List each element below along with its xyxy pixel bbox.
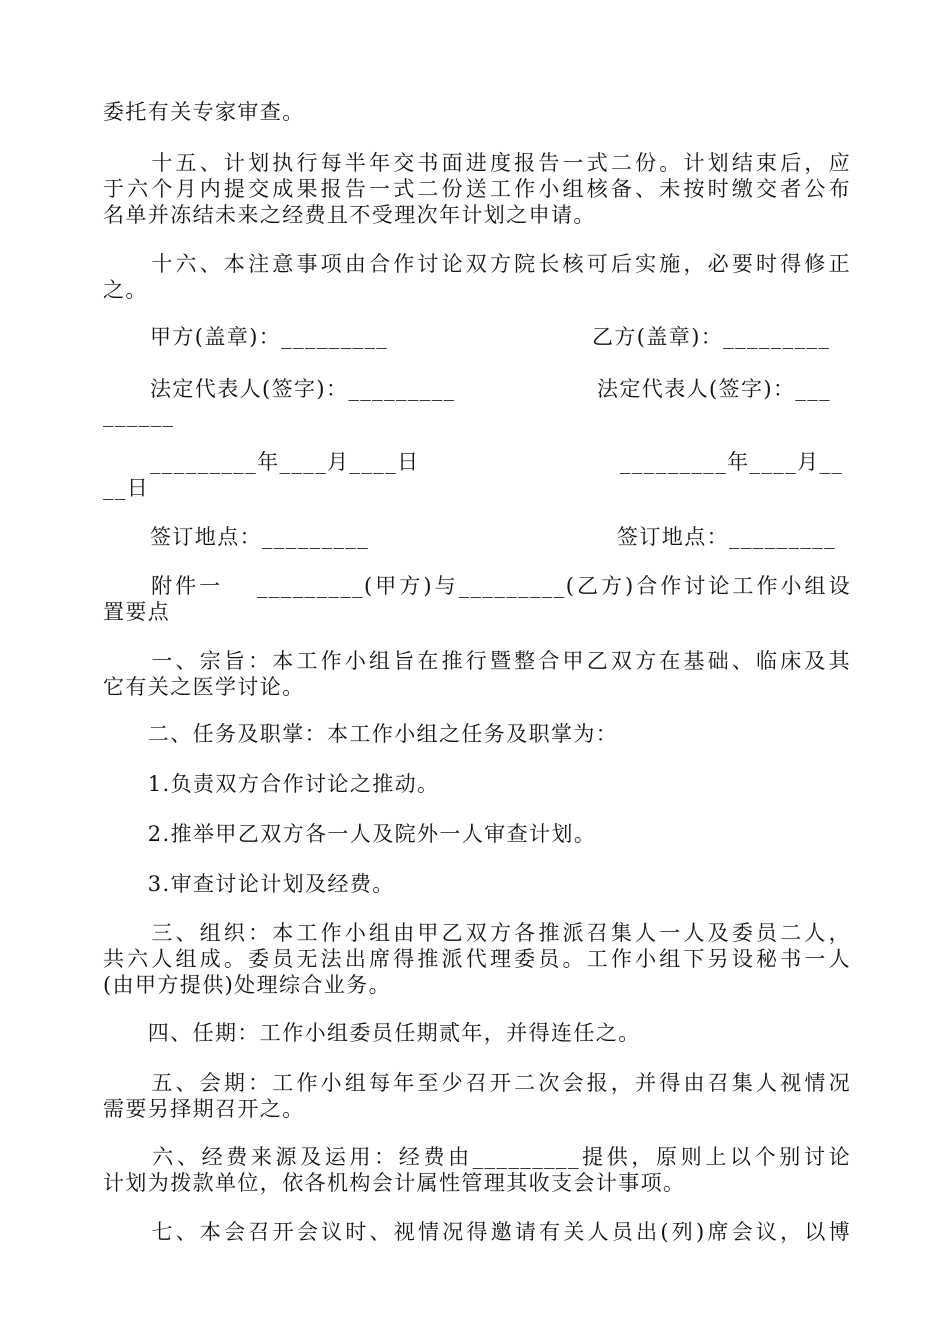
party-b-date-cont: __日 bbox=[103, 476, 150, 500]
clause-16-line-1: 十六、本注意事项由合作讨论双方院长核可后实施，必要时得修正 bbox=[103, 252, 851, 276]
annex-title-line-1: 附件一 _________(甲方)与_________(乙方)合作讨论工作小组设 bbox=[103, 574, 851, 598]
annex-section-3-line-1: 三、组织：本工作小组由甲乙双方各推派召集人一人及委员二人， bbox=[103, 921, 851, 945]
party-b-date: _________年____月__ bbox=[620, 450, 844, 474]
annex-section-7-line-1: 七、本会召开会议时、视情况得邀请有关人员出(列)席会议，以博 bbox=[103, 1220, 851, 1244]
party-b-representative-cont: ______ bbox=[103, 403, 175, 427]
annex-section-2-item-1: 1.负责双方合作讨论之推动。 bbox=[103, 772, 440, 796]
party-a-place: 签订地点：_________ bbox=[150, 525, 370, 549]
party-a-date: _________年____月____日 bbox=[150, 450, 420, 474]
party-b-place: 签订地点：_________ bbox=[617, 525, 837, 549]
clause-15-line-2: 于六个月内提交成果报告一式二份送工作小组核备、未按时缴交者公布 bbox=[103, 177, 851, 201]
annex-section-4: 四、任期：工作小组委员任期贰年，并得连任之。 bbox=[103, 1021, 641, 1045]
annex-section-6-line-1: 六、经费来源及运用：经费由_________提供，原则上以个别讨论 bbox=[103, 1145, 851, 1169]
annex-section-5-line-2: 需要另择期召开之。 bbox=[103, 1097, 305, 1121]
annex-section-1-line-1: 一、宗旨：本工作小组旨在推行暨整合甲乙双方在基础、临床及其 bbox=[103, 649, 851, 673]
annex-section-6-line-2: 计划为拨款单位，依各机构会计属性管理其收支会计事项。 bbox=[103, 1171, 686, 1195]
annex-section-1-line-2: 它有关之医学讨论。 bbox=[103, 675, 305, 699]
annex-section-5-line-1: 五、会期：工作小组每年至少召开二次会报，并得由召集人视情况 bbox=[103, 1071, 851, 1095]
clause-16-line-2: 之。 bbox=[103, 278, 148, 302]
annex-section-3-line-3: (由甲方提供)处理综合业务。 bbox=[103, 973, 391, 997]
clause-15-line-3: 名单并冻结未来之经费且不受理次年计划之申请。 bbox=[103, 203, 596, 227]
annex-section-3-line-2: 共六人组成。委员无法出席得推派代理委员。工作小组下另设秘书一人 bbox=[103, 947, 851, 971]
paragraph-continuation: 委托有关专家审查。 bbox=[103, 100, 305, 124]
party-b-seal: 乙方(盖章)：_________ bbox=[592, 325, 831, 349]
annex-section-2: 二、任务及职掌：本工作小组之任务及职掌为： bbox=[103, 722, 619, 746]
annex-section-2-item-2: 2.推举甲乙双方各一人及院外一人审查计划。 bbox=[103, 822, 597, 846]
party-a-representative: 法定代表人(签字)：_________ bbox=[150, 377, 456, 401]
party-b-representative: 法定代表人(签字)：___ bbox=[597, 377, 832, 401]
party-a-seal: 甲方(盖章)：_________ bbox=[150, 325, 389, 349]
clause-15-line-1: 十五、计划执行每半年交书面进度报告一式二份。计划结束后，应 bbox=[103, 151, 851, 175]
annex-title-line-2: 置要点 bbox=[103, 600, 171, 624]
annex-section-2-item-3: 3.审查讨论计划及经费。 bbox=[103, 872, 395, 896]
